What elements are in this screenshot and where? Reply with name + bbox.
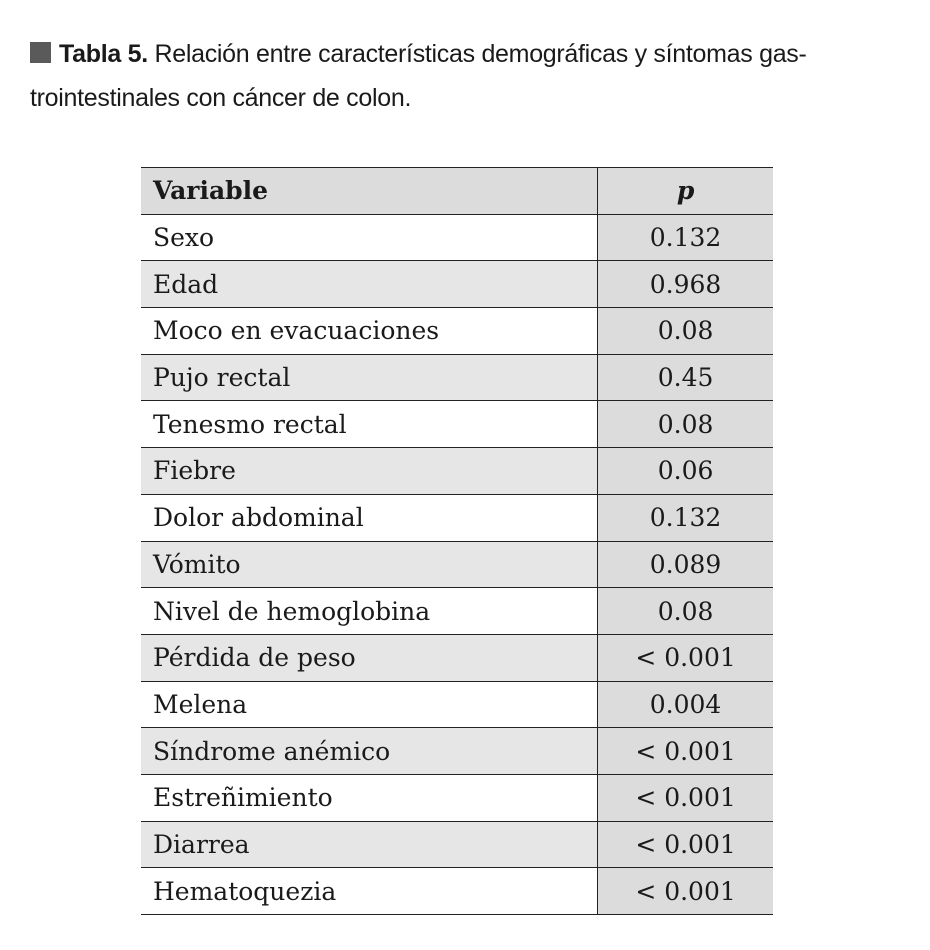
cell-variable: Nivel de hemoglobina [141,588,598,635]
cell-variable: Vómito [141,541,598,588]
cell-variable: Estreñimiento [141,774,598,821]
table-row [141,214,773,261]
cell-p-value: 0.06 [598,448,773,495]
table-body [141,214,773,914]
table-row [141,868,773,915]
header-variable: Variable [141,168,598,215]
table-row [141,588,773,635]
cell-variable: Pujo rectal [141,354,598,401]
cell-variable: Síndrome anémico [141,728,598,775]
cell-variable: Moco en evacuaciones [141,308,598,355]
cell-variable: Fiebre [141,448,598,495]
cell-p-value: 0.089 [598,541,773,588]
table-row [141,494,773,541]
header-p: p [598,168,773,215]
cell-p-value: 0.45 [598,354,773,401]
table-row [141,541,773,588]
caption-label: Tabla 5. [59,40,148,68]
table-row [141,401,773,448]
cell-p-value: < 0.001 [598,728,773,775]
table-row [141,634,773,681]
cell-p-value: 0.004 [598,681,773,728]
table-row [141,354,773,401]
table-header-row [141,168,773,215]
cell-variable: Edad [141,261,598,308]
cell-variable: Pérdida de peso [141,634,598,681]
caption-text: Relación entre características demográficas y síntomas gas-trointestinales con cáncer de colon. [30,40,807,112]
cell-p-value: < 0.001 [598,821,773,868]
cell-p-value: 0.08 [598,401,773,448]
cell-p-value: 0.08 [598,588,773,635]
cell-p-value: < 0.001 [598,634,773,681]
cell-variable: Sexo [141,214,598,261]
table-row [141,448,773,495]
table-row [141,261,773,308]
cell-p-value: 0.132 [598,214,773,261]
cell-p-value: 0.968 [598,261,773,308]
cell-p-value: 0.08 [598,308,773,355]
table-row [141,728,773,775]
square-bullet-icon [30,42,51,63]
cell-variable: Melena [141,681,598,728]
table-row [141,681,773,728]
table-row [141,821,773,868]
cell-variable: Tenesmo rectal [141,401,598,448]
cell-variable: Dolor abdominal [141,494,598,541]
cell-p-value: 0.132 [598,494,773,541]
cell-p-value: < 0.001 [598,868,773,915]
cell-variable: Diarrea [141,821,598,868]
cell-p-value: < 0.001 [598,774,773,821]
table-caption [30,32,900,120]
results-table [141,167,773,915]
table-row [141,308,773,355]
table-row [141,774,773,821]
cell-variable: Hematoquezia [141,868,598,915]
